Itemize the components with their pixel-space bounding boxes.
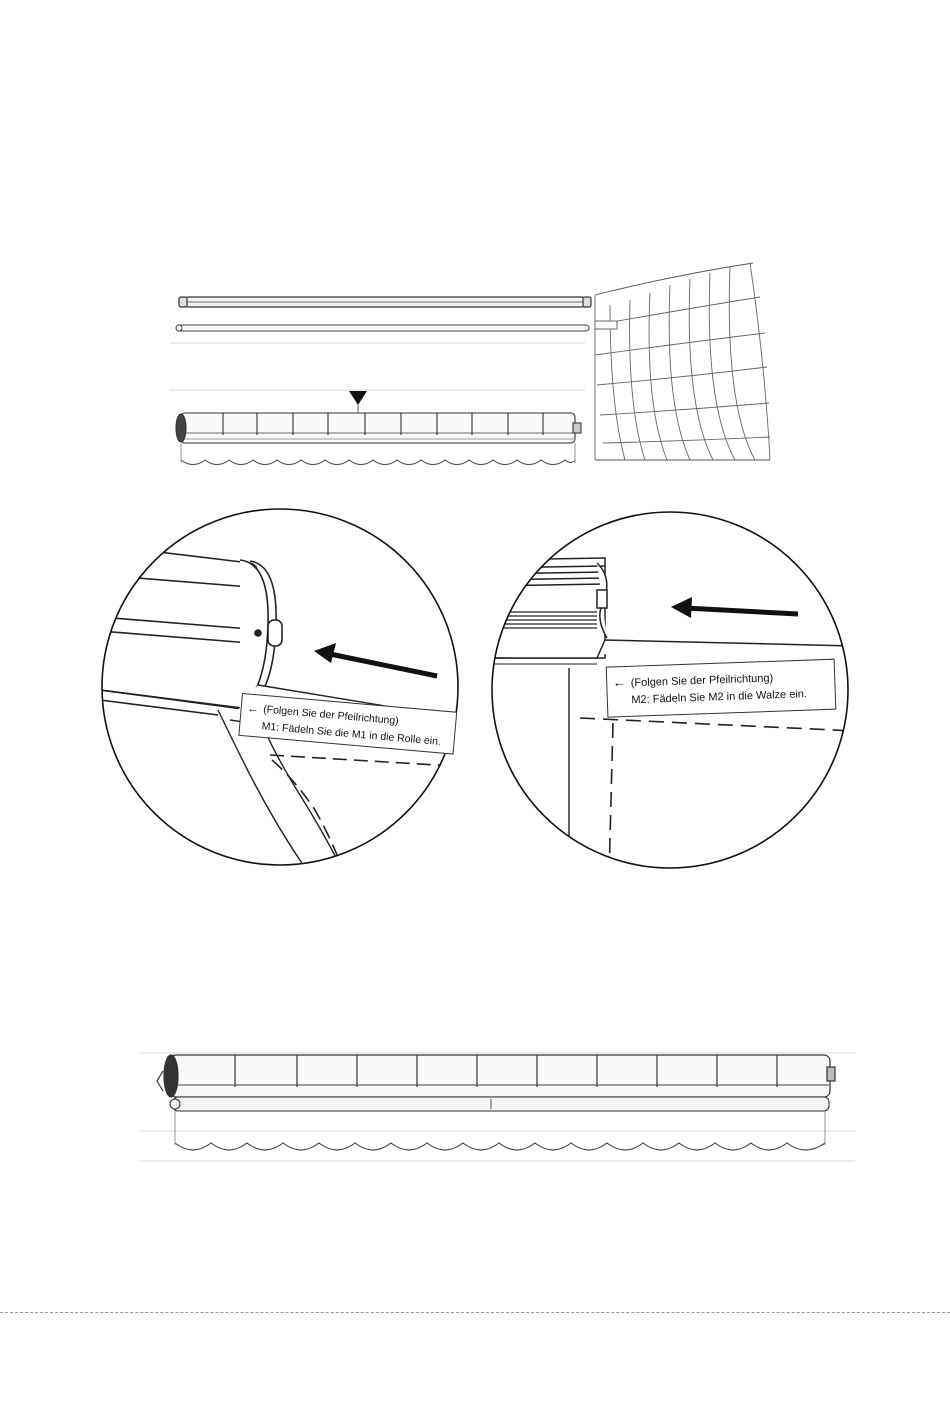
arrow-left-icon xyxy=(671,597,798,618)
arrow-left-icon xyxy=(314,643,437,676)
roller xyxy=(176,413,581,443)
exploded-view-figure xyxy=(165,255,780,480)
detail-circle-m2 xyxy=(485,508,855,878)
callout-m1-arrow: ← xyxy=(246,701,260,716)
detail-circle-m1 xyxy=(100,505,470,875)
roller xyxy=(157,1055,835,1097)
callout-m1-line1: (Folgen Sie der Pfeilrichtung) xyxy=(262,703,400,728)
assembled-roller-figure xyxy=(135,1043,860,1168)
down-triangle-icon xyxy=(349,391,367,405)
dashed-cut-line xyxy=(0,1312,950,1313)
roller-tube xyxy=(485,558,607,658)
front-rail xyxy=(179,297,591,307)
callout-m1-line2: M1: Fädeln Sie die M1 in die Rolle ein. xyxy=(261,720,442,748)
profile-bar xyxy=(100,545,258,715)
rod xyxy=(170,1097,829,1111)
callout-m2-arrow: ← xyxy=(612,674,626,690)
callout-m2-line2: M2: Fädeln Sie M2 in die Walze ein. xyxy=(631,688,808,707)
valance xyxy=(175,1143,825,1150)
valance xyxy=(181,460,575,465)
callout-m2-line1: (Folgen Sie der Pfeilrichtung) xyxy=(630,672,774,690)
rod xyxy=(176,325,589,331)
callout-m2 xyxy=(606,659,836,717)
canopy-frame xyxy=(595,263,770,460)
